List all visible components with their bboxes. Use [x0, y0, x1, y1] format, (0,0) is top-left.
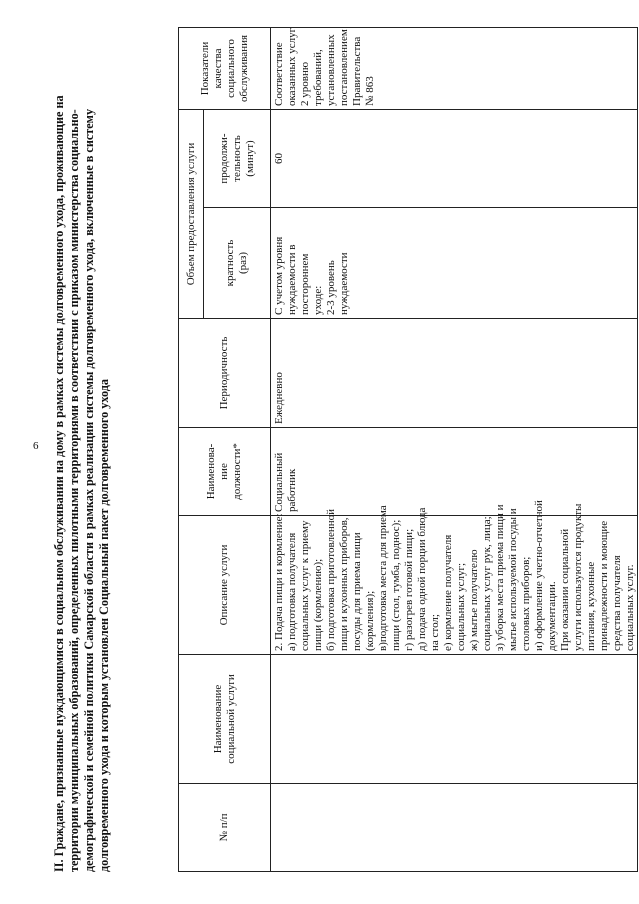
header-line: Наименова-: [205, 443, 217, 500]
header-line: (минут): [243, 140, 256, 177]
description-line: столовых приборов;: [520, 556, 532, 651]
frequency-line: нуждаемости в: [286, 244, 298, 315]
description-line: г) разогрев готовой пищи;: [403, 528, 415, 651]
frequency-line: постороннем: [299, 253, 311, 315]
services-table: [178, 27, 638, 872]
header-line: должности*: [231, 443, 243, 500]
cell-service-name: [271, 655, 638, 784]
cell-periodicity: Ежедневно: [271, 319, 638, 428]
description-line: документации.: [546, 581, 558, 651]
cell-description: [271, 500, 638, 655]
header-line: тельность: [230, 135, 243, 182]
quality-line: Соответствие: [273, 42, 285, 106]
description-line: (кормления);: [364, 590, 376, 651]
header-duration: [204, 110, 271, 208]
header-volume: Объем предоставления услуги: [179, 110, 204, 319]
header-line: ние: [218, 463, 230, 480]
description-line: посуды для приема пищи: [351, 532, 363, 651]
description-line: пищи и кухонных приборов,: [338, 517, 350, 651]
quality-line: оказанных услуг: [286, 27, 298, 106]
frequency-line: уходе:: [312, 285, 324, 315]
header-line: продолжи-: [217, 133, 230, 184]
description-line: социальных услуг рук, лица;: [481, 516, 493, 651]
description-line: средства получателя: [611, 555, 623, 651]
header-line: Показатели: [198, 41, 211, 96]
description-line: принадлежности и моющие: [598, 520, 610, 651]
header-position: [179, 428, 271, 516]
description-line: мытье используемой посуды и: [507, 508, 519, 651]
description-line: услуги используются продукты: [572, 503, 584, 651]
header-service-name: [179, 655, 271, 784]
description-line: а) подготовка получателя: [286, 532, 298, 651]
description-line: б) подготовка приготовленной: [325, 508, 337, 651]
header-line: кратность: [224, 239, 236, 287]
header-line: качества: [211, 48, 224, 89]
description-line: 2. Подача пищи и кормление:: [273, 513, 285, 651]
description-line: в)подготовка места для приема: [377, 505, 389, 651]
quality-line: требований,: [312, 49, 324, 106]
quality-line: 2 уровню: [299, 61, 311, 106]
cell-number: [271, 784, 638, 872]
header-description: Описание услуги: [179, 516, 271, 655]
description-line: пищи (стол, тумба, поднос);: [390, 519, 402, 651]
section-title: [52, 28, 178, 872]
header-line: Наименование: [211, 684, 224, 754]
cell-duration: 60: [271, 110, 638, 208]
description-line: питания, кухонные: [585, 561, 597, 651]
quality-line: Правительства: [351, 36, 363, 106]
header-quality: [179, 28, 271, 110]
cell-quality: [271, 28, 638, 110]
header-line: (раз): [237, 251, 249, 275]
header-frequency: [204, 208, 271, 319]
description-line: пищи (кормлению);: [312, 558, 324, 651]
description-line: социальных услуг к приему: [299, 520, 311, 651]
frequency-line: нуждаемости: [338, 252, 350, 315]
header-periodicity: Периодичность: [179, 319, 271, 428]
cell-frequency: [271, 208, 638, 319]
header-line: социального: [224, 39, 237, 98]
page-number: 6: [33, 440, 39, 452]
position-line: работник: [286, 468, 298, 512]
frequency-line: С учетом уровня: [273, 236, 285, 315]
description-line: на стол;: [429, 614, 441, 651]
section-title-line: демографической и семейной политики Самарской области в рамках реализации системы долговременного ухода, включенные в систему: [82, 108, 96, 872]
rotated-page: [52, 28, 635, 872]
description-line: социальных услуг;: [455, 562, 467, 651]
frequency-line: 2-3 уровень: [325, 260, 337, 315]
cell-position: [271, 428, 638, 516]
header-line: социальной услуги: [224, 674, 237, 764]
description-line: з) уборка места приема пищи и: [494, 504, 506, 651]
description-line: д) подача одной порции блюда: [416, 507, 428, 651]
table-row: [271, 28, 638, 872]
quality-line: постановлением: [338, 29, 350, 106]
quality-line: установленных: [325, 34, 337, 106]
quality-line: № 863: [364, 76, 376, 106]
description-line: социальных услуг.: [624, 564, 636, 651]
section-title-line: долговременного ухода и которым установлен Социальный пакет долговременного ухода: [97, 378, 111, 872]
description-line: ж) мытье получателю: [468, 549, 480, 651]
section-title-line: территории муниципальных образований, определенных пилотными территориями в соответствии с приказом министерства социально-: [67, 109, 81, 872]
header-number: № п/п: [179, 784, 271, 872]
description-line: При оказании социальной: [559, 528, 571, 651]
header-line: обслуживания: [237, 34, 250, 103]
position-line: Социальный: [273, 452, 285, 512]
description-line: е) кормление получателя: [442, 534, 454, 651]
section-title-line: II. Граждане, признанные нуждающимися в социальном обслуживании на дому в рамках системы долговременного ухода, проживающие на: [52, 95, 66, 872]
description-line: и) оформление учетно-отчетной: [533, 500, 545, 651]
